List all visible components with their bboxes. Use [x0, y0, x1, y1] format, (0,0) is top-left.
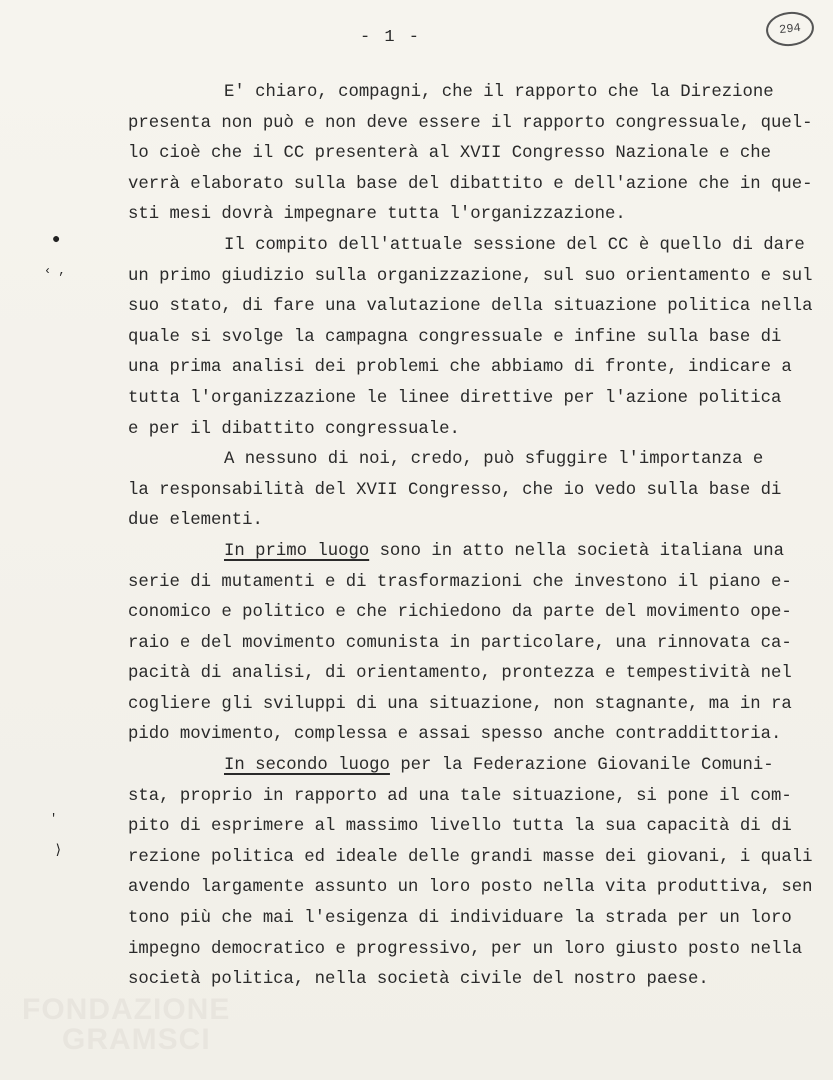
typed-text-body — [128, 78, 813, 996]
text-line: raio e del movimento comunista in particolare, una rinnovata ca- — [128, 633, 792, 653]
text-line: quale si svolge la campagna congressuale e infine sulla base di — [128, 327, 782, 347]
margin-bracket-mark: ⟩ — [54, 843, 63, 859]
text-line: lo cioè che il CC presenterà al XVII Congresso Nazionale e che — [128, 144, 771, 164]
text-line: sta, proprio in rapporto ad una tale situazione, si pone il com- — [128, 786, 792, 806]
text-line: E' chiaro, compagni, che il rapporto che la Direzione — [224, 83, 774, 102]
text-line: cogliere gli sviluppi di una situazione, non stagnante, ma in ra — [128, 694, 792, 714]
underlined-second: In secondo luogo — [224, 756, 390, 776]
text-line: avendo largamente assunto un loro posto nella vita produttiva, sen — [128, 878, 813, 898]
text-line: presenta non può e non deve essere il rapporto congressuale, quel- — [128, 113, 813, 133]
text-line: società politica, nella società civile del nostro paese. — [128, 970, 709, 990]
text-line: pido movimento, complessa e assai spesso anche contraddittoria. — [128, 725, 782, 745]
text-line-first-point: In primo luogo sono in atto nella società italiana una — [224, 541, 785, 561]
margin-dot-mark: ● — [52, 232, 61, 248]
text-line: una prima analisi dei problemi che abbiamo di fronte, indicare a — [128, 358, 792, 378]
text-line: verrà elaborato sulla base del dibattito e dell'azione che in que- — [128, 174, 813, 194]
text-line: impegno democratico e progressivo, per un loro giusto posto nella — [128, 939, 803, 959]
margin-tick-mark-2: ' — [50, 812, 58, 826]
text-line: tono più che mai l'esigenza di individuare la strada per un loro — [128, 909, 792, 929]
text-line: A nessuno di noi, credo, può sfuggire l'importanza e — [224, 450, 764, 470]
text-line: serie di mutamenti e di trasformazioni che investono il piano e- — [128, 572, 792, 592]
text-line: suo stato, di fare una valutazione della situazione politica nella — [128, 297, 813, 317]
fondazione-gramsci-watermark: FONDAZIONE GRAMSCI — [22, 993, 231, 1056]
text-line: pacità di analisi, di orientamento, prontezza e tempestività nel — [128, 664, 792, 684]
text-line: conomico e politico e che richiedono da parte del movimento ope- — [128, 603, 792, 623]
text-line: due elementi. — [128, 511, 263, 531]
margin-tick-mark: ‹ , — [44, 264, 66, 278]
text-line: e per il dibattito congressuale. — [128, 419, 460, 439]
text-line: Il compito dell'attuale sessione del CC è quello di dare — [224, 235, 805, 255]
archive-number-stamp: 294 — [764, 10, 815, 49]
text-line: sti mesi dovrà impegnare tutta l'organizzazione. — [128, 205, 626, 225]
underlined-first: In primo luogo — [224, 541, 370, 561]
page-number: - 1 - — [360, 28, 422, 47]
text-line: rezione politica ed ideale delle grandi masse dei giovani, i quali — [128, 847, 813, 867]
text-line: la responsabilità del XVII Congresso, che io vedo sulla base di — [128, 480, 782, 500]
text-line: pito di esprimere al massimo livello tutta la sua capacità di di — [128, 817, 792, 837]
text-line: un primo giudizio sulla organizzazione, sul suo orientamento e sul — [128, 266, 813, 286]
text-line: tutta l'organizzazione le linee direttive per l'azione politica — [128, 388, 782, 408]
text-line-second-point: In secondo luogo per la Federazione Giovanile Comuni- — [224, 756, 774, 776]
